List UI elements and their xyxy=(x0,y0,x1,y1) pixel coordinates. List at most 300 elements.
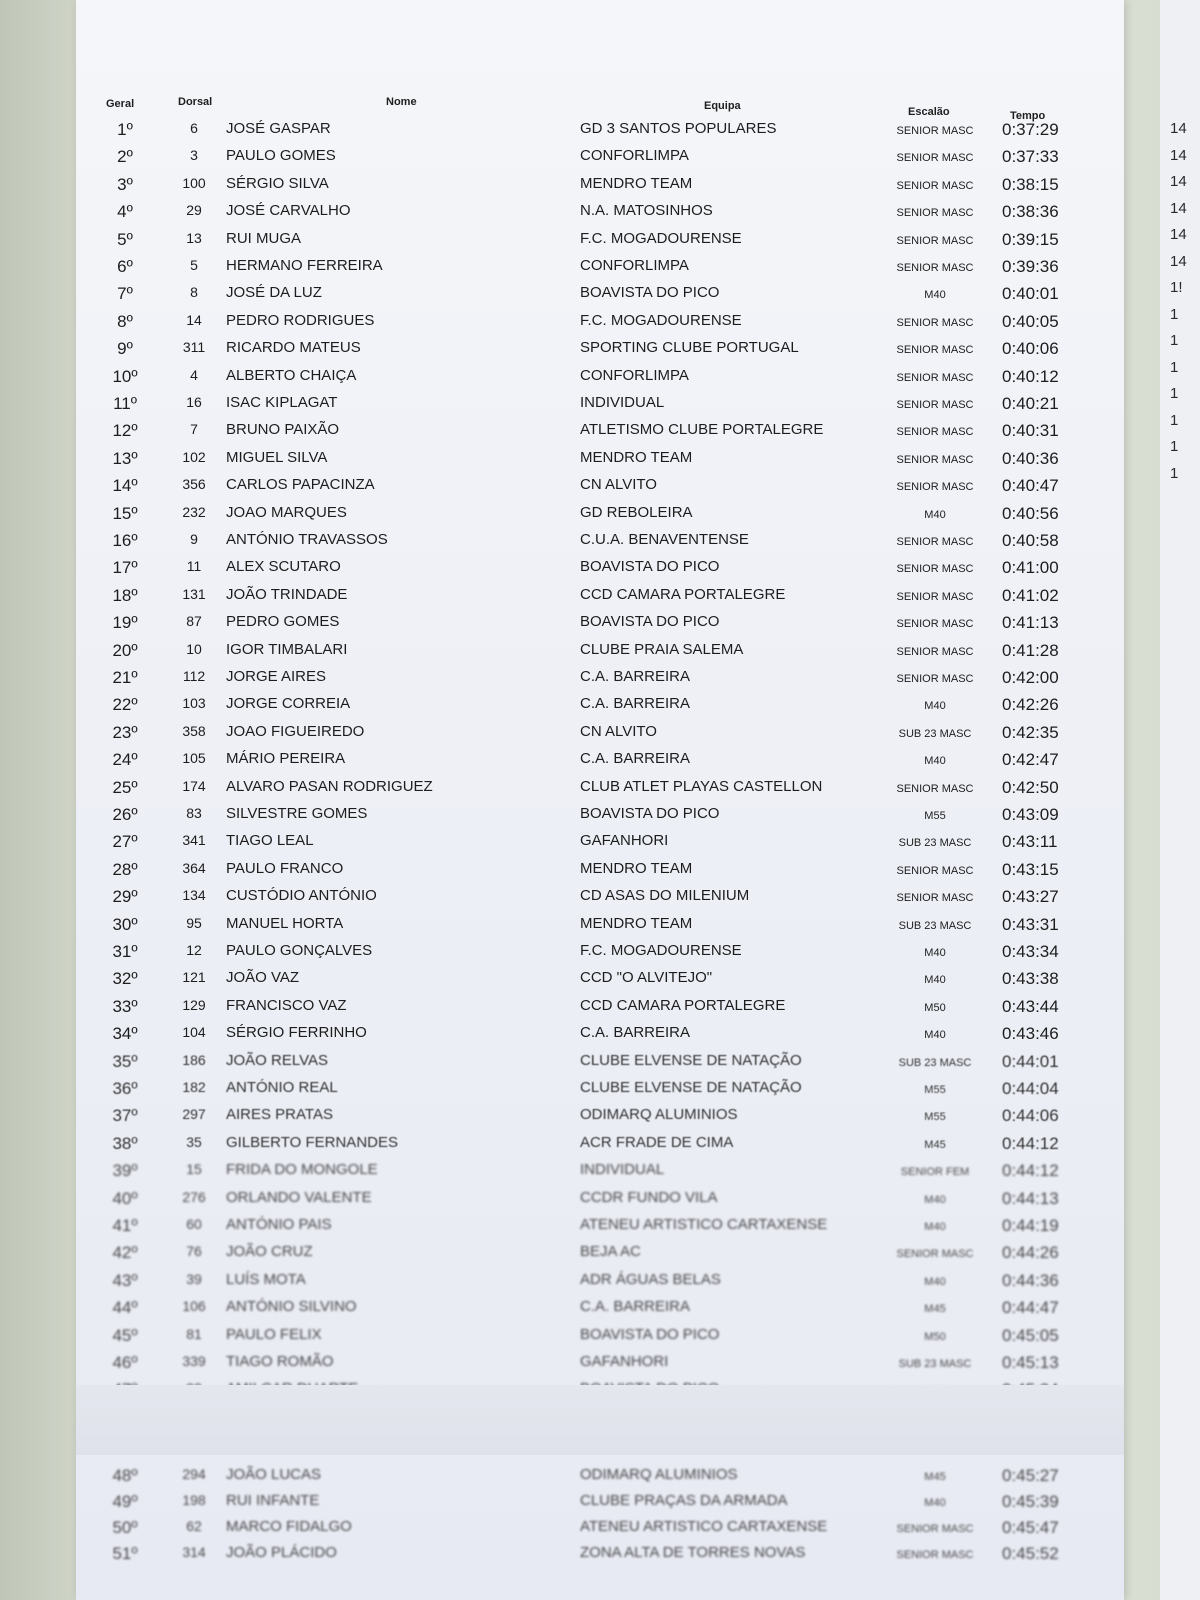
team-cell: ZONA ALTA DE TORRES NOVAS xyxy=(580,1544,806,1561)
table-row xyxy=(0,391,1200,418)
position-cell: 15º xyxy=(112,503,138,523)
adjacent-value: 14 xyxy=(1170,252,1187,270)
position-cell: 48º xyxy=(112,1466,138,1485)
team-cell: INDIVIDUAL xyxy=(580,394,665,411)
name-cell: JOAO MARQUES xyxy=(226,503,347,521)
time-cell: 0:39:15 xyxy=(1002,229,1059,249)
time-cell: 0:44:36 xyxy=(1002,1270,1059,1290)
position-cell: 27º xyxy=(112,832,138,852)
team-cell: CCD CAMARA PORTALEGRE xyxy=(580,996,786,1014)
table-row xyxy=(0,692,1200,719)
category-cell: M40 xyxy=(924,289,946,302)
bib-cell: 341 xyxy=(182,832,206,849)
position-cell: 4º xyxy=(117,202,133,222)
name-cell: FRIDA DO MONGOLE xyxy=(226,1161,378,1179)
category-cell: M45 xyxy=(924,1138,946,1151)
bib-cell: 14 xyxy=(186,311,202,328)
name-cell: JOÃO VAZ xyxy=(226,969,300,987)
name-cell: ALBERTO CHAIÇA xyxy=(226,366,357,384)
time-cell: 0:41:00 xyxy=(1002,558,1059,578)
bib-cell: 294 xyxy=(182,1466,206,1482)
position-cell: 10º xyxy=(112,366,138,386)
table-row xyxy=(0,747,1200,774)
time-cell: 0:42:50 xyxy=(1002,777,1059,797)
category-cell: SENIOR MASC xyxy=(896,1523,974,1535)
position-cell: 13º xyxy=(112,448,138,468)
position-cell: 49º xyxy=(112,1492,138,1511)
table-row xyxy=(0,884,1200,911)
position-cell: 14º xyxy=(112,476,138,496)
name-cell: JORGE CORREIA xyxy=(226,695,351,713)
bib-cell: 311 xyxy=(182,339,206,356)
name-cell: JOAO FIGUEIREDO xyxy=(226,722,365,740)
name-cell: ANTÓNIO SILVINO xyxy=(226,1298,357,1316)
adjacent-value: 14 xyxy=(1170,120,1187,137)
name-cell: ALVARO PASAN RODRIGUEZ xyxy=(226,777,433,795)
name-cell: ANTÓNIO TRAVASSOS xyxy=(226,531,388,548)
bib-cell: 103 xyxy=(182,695,206,712)
category-cell: SENIOR MASC xyxy=(896,481,974,494)
bib-cell: 182 xyxy=(182,1079,206,1095)
team-cell: BOAVISTA DO PICO xyxy=(580,558,720,576)
team-cell: CN ALVITO xyxy=(580,722,657,740)
header-equipa: Equipa xyxy=(704,100,741,112)
time-cell: 0:40:21 xyxy=(1002,394,1059,413)
team-cell: ACR FRADE DE CIMA xyxy=(580,1133,734,1151)
team-cell: CCDR FUNDO VILA xyxy=(580,1188,718,1206)
table-row xyxy=(0,1131,1200,1158)
table-row xyxy=(0,994,1200,1021)
adjacent-value: 1! xyxy=(1170,279,1183,296)
bib-cell: 339 xyxy=(182,1353,206,1369)
bib-cell: 356 xyxy=(182,476,206,493)
name-cell: RUI MUGA xyxy=(226,229,301,247)
bib-cell: 232 xyxy=(182,503,206,520)
table-row xyxy=(0,144,1200,171)
bib-cell: 131 xyxy=(182,585,206,602)
category-cell: M50 xyxy=(924,1330,946,1343)
team-cell: CLUBE ELVENSE DE NATAÇÃO xyxy=(580,1079,802,1096)
position-cell: 7º xyxy=(117,284,133,304)
name-cell: SILVESTRE GOMES xyxy=(226,805,368,822)
name-cell: JOÃO PLÁCIDO xyxy=(226,1544,337,1561)
table-row xyxy=(0,912,1200,939)
position-cell: 2º xyxy=(117,147,133,167)
name-cell: MIGUEL SILVA xyxy=(226,448,328,466)
name-cell: JOSÉ DA LUZ xyxy=(226,284,322,302)
table-row xyxy=(0,309,1200,336)
time-cell: 0:40:56 xyxy=(1002,503,1059,523)
time-cell: 0:40:31 xyxy=(1002,421,1059,441)
time-cell: 0:45:52 xyxy=(1002,1544,1059,1563)
bib-cell: 276 xyxy=(182,1188,206,1205)
name-cell: PAULO GONÇALVES xyxy=(226,942,373,959)
team-cell: ATENEU ARTISTICO CARTAXENSE xyxy=(580,1216,828,1233)
team-cell: ATLETISMO CLUBE PORTALEGRE xyxy=(580,421,824,439)
bib-cell: 364 xyxy=(182,859,206,876)
category-cell: SENIOR MASC xyxy=(896,864,974,877)
position-cell: 45º xyxy=(112,1325,138,1345)
team-cell: GAFANHORI xyxy=(580,1353,669,1370)
category-cell: SENIOR MASC xyxy=(896,316,974,329)
adjacent-value: 14 xyxy=(1170,226,1187,243)
position-cell: 19º xyxy=(112,613,138,633)
time-cell: 0:45:13 xyxy=(1002,1353,1059,1372)
team-cell: MENDRO TEAM xyxy=(580,859,693,877)
name-cell: CUSTÓDIO ANTÓNIO xyxy=(226,887,377,905)
time-cell: 0:44:06 xyxy=(1002,1106,1059,1126)
bib-cell: 9 xyxy=(190,531,198,547)
team-cell: BOAVISTA DO PICO xyxy=(580,284,720,302)
team-cell: C.A. BARREIRA xyxy=(580,1024,691,1042)
category-cell: SENIOR MASC xyxy=(896,673,974,685)
position-cell: 38º xyxy=(112,1133,138,1153)
name-cell: ALEX SCUTARO xyxy=(226,558,341,576)
name-cell: SÉRGIO FERRINHO xyxy=(226,1024,367,1042)
time-cell: 0:45:27 xyxy=(1002,1466,1059,1485)
bib-cell: 3 xyxy=(190,147,198,164)
category-cell: SENIOR MASC xyxy=(896,399,974,411)
bib-cell: 83 xyxy=(186,805,202,821)
category-cell: M40 xyxy=(924,755,946,768)
name-cell: PAULO FELIX xyxy=(226,1325,322,1343)
category-cell: M45 xyxy=(924,1303,946,1316)
category-cell: SUB 23 MASC xyxy=(898,1358,972,1370)
bib-cell: 6 xyxy=(190,120,198,136)
time-cell: 0:44:26 xyxy=(1002,1243,1059,1263)
time-cell: 0:44:47 xyxy=(1002,1298,1059,1318)
category-cell: SUB 23 MASC xyxy=(898,837,972,850)
name-cell: SÉRGIO SILVA xyxy=(226,174,329,192)
position-cell: 44º xyxy=(112,1298,138,1318)
category-cell: SENIOR MASC xyxy=(896,892,974,905)
category-cell: SENIOR MASC xyxy=(896,426,974,439)
bib-cell: 7 xyxy=(190,421,198,438)
time-cell: 0:43:15 xyxy=(1002,859,1059,879)
name-cell: ORLANDO VALENTE xyxy=(226,1188,372,1206)
name-cell: PAULO FRANCO xyxy=(226,859,344,877)
bib-cell: 29 xyxy=(186,202,202,219)
name-cell: JOSÉ CARVALHO xyxy=(226,202,351,220)
table-row xyxy=(0,528,1200,555)
adjacent-value: 1 xyxy=(1170,438,1179,455)
position-cell: 17º xyxy=(112,558,138,578)
header-dorsal: Dorsal xyxy=(178,96,213,108)
bib-cell: 39 xyxy=(186,1270,202,1287)
time-cell: 0:45:05 xyxy=(1002,1325,1059,1345)
time-cell: 0:45:47 xyxy=(1002,1518,1059,1537)
category-cell: SENIOR FEM xyxy=(900,1166,970,1179)
table-row xyxy=(0,1350,1200,1377)
name-cell: CARLOS PAPACINZA xyxy=(226,476,375,494)
bib-cell: 10 xyxy=(186,640,202,657)
time-cell: 0:44:04 xyxy=(1002,1079,1059,1098)
category-cell: SENIOR MASC xyxy=(896,1248,974,1261)
category-cell: M45 xyxy=(924,1471,946,1483)
time-cell: 0:41:13 xyxy=(1002,613,1059,633)
position-cell: 12º xyxy=(112,421,138,441)
time-cell: 0:37:29 xyxy=(1002,120,1059,139)
time-cell: 0:40:06 xyxy=(1002,339,1059,359)
table-row xyxy=(0,720,1200,747)
position-cell: 18º xyxy=(112,585,138,605)
position-cell: 25º xyxy=(112,777,138,797)
position-cell: 29º xyxy=(112,887,138,907)
category-cell: M40 xyxy=(924,1497,946,1509)
bib-cell: 105 xyxy=(182,750,206,767)
category-cell: SENIOR MASC xyxy=(896,207,974,220)
category-cell: SENIOR MASC xyxy=(896,152,974,165)
category-cell: SENIOR MASC xyxy=(896,563,974,576)
team-cell: BOAVISTA DO PICO xyxy=(580,613,720,631)
table-row xyxy=(0,610,1200,637)
bib-cell: 121 xyxy=(182,969,206,986)
category-cell: SENIOR MASC xyxy=(896,371,974,384)
name-cell: MÁRIO PEREIRA xyxy=(226,750,346,768)
position-cell: 39º xyxy=(112,1161,138,1181)
time-cell: 0:42:00 xyxy=(1002,668,1059,687)
team-cell: F.C. MOGADOURENSE xyxy=(580,311,742,329)
name-cell: HERMANO FERREIRA xyxy=(226,257,383,274)
table-row xyxy=(0,1103,1200,1130)
name-cell: RUI INFANTE xyxy=(226,1492,320,1509)
time-cell: 0:38:15 xyxy=(1002,174,1059,194)
table-row xyxy=(0,1489,1200,1515)
category-cell: SENIOR MASC xyxy=(896,536,974,548)
time-cell: 0:37:33 xyxy=(1002,147,1059,167)
team-cell: ODIMARQ ALUMINIOS xyxy=(580,1106,738,1124)
time-cell: 0:44:01 xyxy=(1002,1051,1059,1071)
team-cell: INDIVIDUAL xyxy=(580,1161,665,1179)
table-row xyxy=(0,1158,1200,1185)
position-cell: 5º xyxy=(117,229,133,249)
name-cell: RICARDO MATEUS xyxy=(226,339,361,357)
bib-cell: 314 xyxy=(182,1544,206,1560)
bib-cell: 81 xyxy=(186,1325,202,1342)
bib-cell: 15 xyxy=(186,1161,202,1178)
table-row xyxy=(0,1268,1200,1295)
name-cell: JOÃO RELVAS xyxy=(226,1051,328,1069)
table-row xyxy=(0,172,1200,199)
position-cell: 30º xyxy=(112,914,138,934)
bib-cell: 4 xyxy=(190,366,198,383)
table-row xyxy=(0,829,1200,856)
name-cell: ISAC KIPLAGAT xyxy=(226,394,338,411)
name-cell: JOÃO TRINDADE xyxy=(226,585,348,603)
team-cell: CONFORLIMPA xyxy=(580,257,689,274)
time-cell: 0:43:34 xyxy=(1002,942,1059,961)
name-cell: IGOR TIMBALARI xyxy=(226,640,348,658)
team-cell: CLUBE PRAÇAS DA ARMADA xyxy=(580,1492,788,1509)
position-cell: 34º xyxy=(112,1024,138,1044)
table-row xyxy=(0,1213,1200,1240)
time-cell: 0:40:12 xyxy=(1002,366,1059,386)
time-cell: 0:40:47 xyxy=(1002,476,1059,496)
category-cell: M40 xyxy=(924,974,946,987)
table-row xyxy=(0,802,1200,829)
table-row xyxy=(0,336,1200,363)
team-cell: MENDRO TEAM xyxy=(580,914,693,932)
category-cell: SENIOR MASC xyxy=(896,782,974,795)
time-cell: 0:42:35 xyxy=(1002,722,1059,742)
team-cell: BEJA AC xyxy=(580,1243,641,1261)
position-cell: 28º xyxy=(112,859,138,879)
team-cell: CCD CAMARA PORTALEGRE xyxy=(580,585,786,603)
position-cell: 20º xyxy=(112,640,138,660)
bib-cell: 102 xyxy=(182,448,206,465)
team-cell: MENDRO TEAM xyxy=(580,448,693,466)
category-cell: M40 xyxy=(924,947,946,959)
team-cell: C.A. BARREIRA xyxy=(580,668,691,685)
adjacent-value: 1 xyxy=(1170,305,1179,323)
name-cell: MARCO FIDALGO xyxy=(226,1518,352,1535)
position-cell: 23º xyxy=(112,722,138,742)
position-cell: 33º xyxy=(112,996,138,1016)
team-cell: BOAVISTA DO PICO xyxy=(580,1325,720,1343)
position-cell: 50º xyxy=(112,1518,138,1537)
team-cell: F.C. MOGADOURENSE xyxy=(580,942,742,959)
table-row xyxy=(0,857,1200,884)
position-cell: 6º xyxy=(117,257,133,276)
bib-cell: 5 xyxy=(190,257,198,273)
bib-cell: 11 xyxy=(186,558,202,575)
adjacent-value: 1 xyxy=(1170,358,1179,376)
position-cell: 3º xyxy=(117,174,133,194)
team-cell: GD REBOLEIRA xyxy=(580,503,693,521)
table-row xyxy=(0,1049,1200,1076)
category-cell: M40 xyxy=(924,508,946,521)
name-cell: AIRES PRATAS xyxy=(226,1106,333,1124)
bib-cell: 8 xyxy=(190,284,198,301)
bib-cell: 62 xyxy=(186,1518,202,1534)
category-cell: M40 xyxy=(924,1193,946,1206)
team-cell: C.A. BARREIRA xyxy=(580,695,691,713)
header-nome: Nome xyxy=(386,96,417,108)
bib-cell: 297 xyxy=(182,1106,206,1123)
category-cell: M40 xyxy=(924,700,946,713)
team-cell: GAFANHORI xyxy=(580,832,669,850)
team-cell: F.C. MOGADOURENSE xyxy=(580,229,742,247)
table-row xyxy=(0,665,1200,692)
position-cell: 31º xyxy=(112,942,138,961)
time-cell: 0:43:44 xyxy=(1002,996,1059,1016)
position-cell: 1º xyxy=(117,120,133,139)
table-row xyxy=(0,364,1200,391)
time-cell: 0:41:02 xyxy=(1002,585,1059,605)
category-cell: M55 xyxy=(924,1111,946,1124)
time-cell: 0:45:39 xyxy=(1002,1492,1059,1511)
name-cell: JOÃO LUCAS xyxy=(226,1466,322,1483)
position-cell: 46º xyxy=(112,1353,138,1372)
category-cell: M40 xyxy=(924,1275,946,1288)
bib-cell: 60 xyxy=(186,1216,202,1232)
position-cell: 40º xyxy=(112,1188,138,1208)
table-row xyxy=(0,1240,1200,1267)
category-cell: M40 xyxy=(924,1029,946,1042)
name-cell: BRUNO PAIXÃO xyxy=(226,421,340,439)
category-cell: M55 xyxy=(924,1084,946,1096)
position-cell: 35º xyxy=(112,1051,138,1071)
position-cell: 8º xyxy=(117,311,133,331)
time-cell: 0:42:47 xyxy=(1002,750,1059,770)
table-row xyxy=(0,254,1200,281)
table-row xyxy=(0,775,1200,802)
name-cell: JORGE AIRES xyxy=(226,668,327,685)
team-cell: CONFORLIMPA xyxy=(580,147,689,165)
category-cell: SENIOR MASC xyxy=(896,179,974,192)
adjacent-value: 14 xyxy=(1170,146,1187,164)
adjacent-value: 1 xyxy=(1170,464,1179,482)
team-cell: CN ALVITO xyxy=(580,476,657,494)
table-row xyxy=(0,1076,1200,1103)
table-row xyxy=(0,199,1200,226)
team-cell: N.A. MATOSINHOS xyxy=(580,202,713,220)
header-tempo: Tempo xyxy=(1010,110,1046,122)
time-cell: 0:44:19 xyxy=(1002,1216,1059,1235)
position-cell: 9º xyxy=(117,339,133,359)
time-cell: 0:40:05 xyxy=(1002,311,1059,331)
bib-cell: 76 xyxy=(186,1243,202,1260)
position-cell: 16º xyxy=(112,531,138,550)
name-cell: GILBERTO FERNANDES xyxy=(226,1133,398,1151)
name-cell: JOSÉ GASPAR xyxy=(226,120,331,137)
category-cell: SENIOR MASC xyxy=(896,453,974,466)
category-cell: SENIOR MASC xyxy=(896,590,974,603)
time-cell: 0:43:38 xyxy=(1002,969,1059,989)
bib-cell: 129 xyxy=(182,996,206,1013)
time-cell: 0:39:36 xyxy=(1002,257,1059,276)
position-cell: 11º xyxy=(113,394,137,413)
bib-cell: 95 xyxy=(186,914,202,931)
bib-cell: 16 xyxy=(186,394,202,410)
position-cell: 37º xyxy=(112,1106,138,1126)
table-row xyxy=(0,501,1200,528)
team-cell: MENDRO TEAM xyxy=(580,174,693,192)
bib-cell: 106 xyxy=(182,1298,206,1315)
table-row xyxy=(0,1186,1200,1213)
name-cell: LUÍS MOTA xyxy=(226,1270,306,1288)
table-row xyxy=(0,555,1200,582)
adjacent-value: 1 xyxy=(1170,385,1179,402)
table-row xyxy=(0,966,1200,993)
header-escalao: Escalão xyxy=(908,106,950,118)
name-cell: ANTÓNIO REAL xyxy=(226,1079,338,1096)
team-cell: CLUBE ELVENSE DE NATAÇÃO xyxy=(580,1051,802,1069)
bib-cell: 174 xyxy=(182,777,206,794)
table-row xyxy=(0,473,1200,500)
table-row xyxy=(0,446,1200,473)
name-cell: FRANCISCO VAZ xyxy=(226,996,347,1014)
bib-cell: 35 xyxy=(186,1133,202,1150)
table-row xyxy=(0,939,1200,966)
team-cell: GD 3 SANTOS POPULARES xyxy=(580,120,777,137)
position-cell: 26º xyxy=(112,805,138,824)
table-row xyxy=(0,418,1200,445)
team-cell: CONFORLIMPA xyxy=(580,366,689,384)
position-cell: 42º xyxy=(112,1243,138,1263)
bib-cell: 104 xyxy=(182,1024,206,1041)
table-row xyxy=(0,1323,1200,1350)
team-cell: CCD "O ALVITEJO" xyxy=(580,969,713,987)
position-cell: 43º xyxy=(112,1270,138,1290)
position-cell: 21º xyxy=(112,668,138,687)
category-cell: M40 xyxy=(924,1221,946,1233)
time-cell: 0:43:31 xyxy=(1002,914,1059,934)
time-cell: 0:43:27 xyxy=(1002,887,1059,907)
category-cell: SENIOR MASC xyxy=(896,618,974,631)
table-row xyxy=(0,281,1200,308)
time-cell: 0:40:36 xyxy=(1002,448,1059,468)
